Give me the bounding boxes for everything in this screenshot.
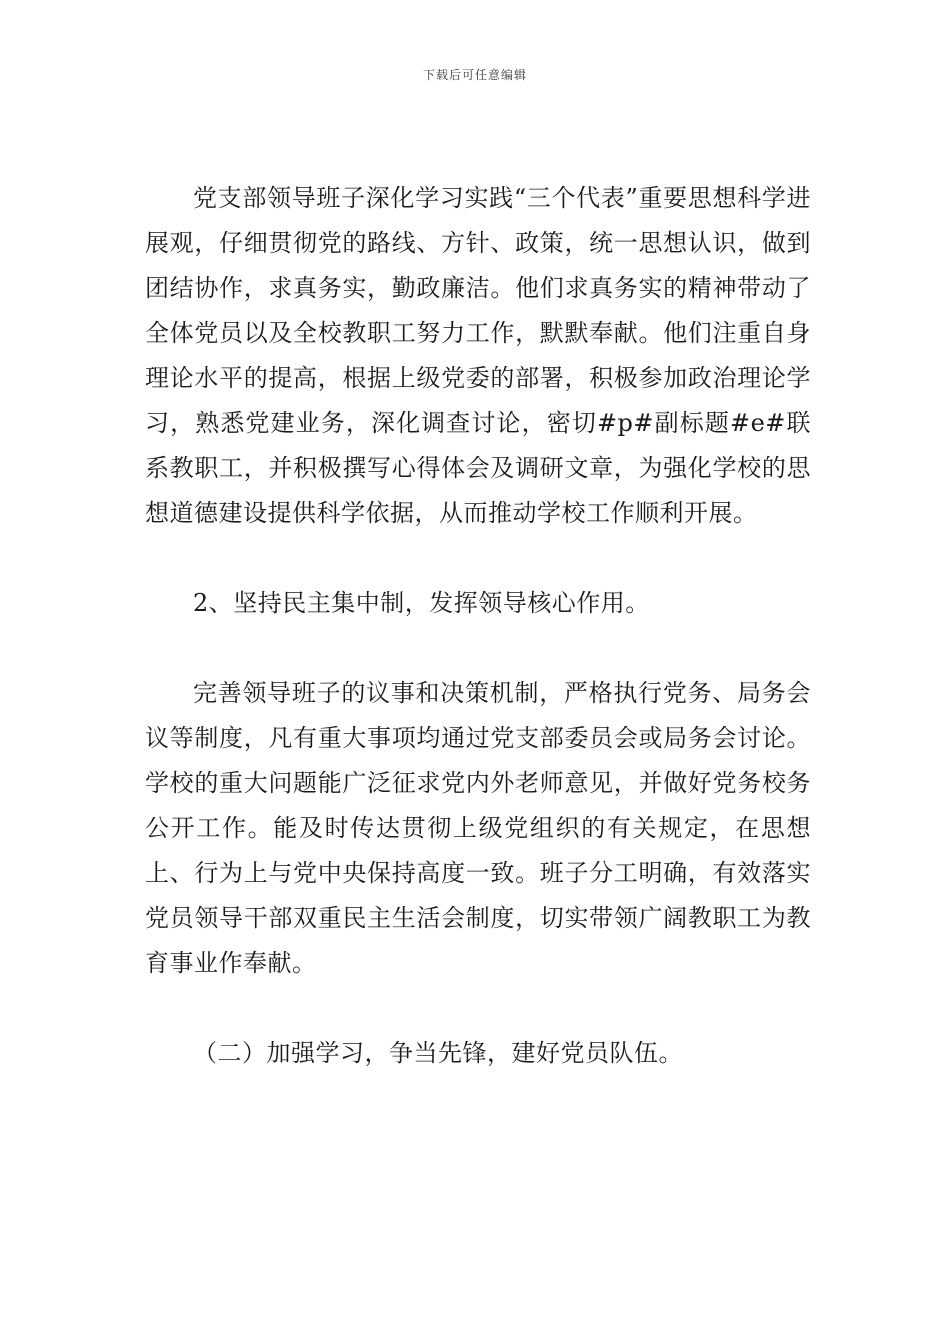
paragraph-decision-mechanism: 完善领导班子的议事和决策机制，严格执行党务、局务会议等制度，凡有重大事项均通过党支部委员会或局务会讨论。学校的重大问题能广泛征求党内外老师意见，并做好党务校务公开工作。能及时传达贯彻上级党组织的有关规定，在思想上、行为上与党中央保持高度一致。班子分工明确，有效落实党员领导干部双重民主生活会制度，切实带领广阔教职工为教育事业作奉献。 (145, 679, 811, 977)
paragraph-leadership-study: 党支部领导班子深化学习实践“三个代表”重要思想科学进展观，仔细贯彻党的路线、方针、政策，统一思想认识，做到团结协作，求真务实，勤政廉洁。他们求真务实的精神带动了全体党员以及全校教职工努力工作，默默奉献。他们注重自身理论水平的提高，根据上级党委的部署，积极参加政治理论学习，熟悉党建业务，深化调查讨论，密切#p#副标题#e#联系教职工，并积极撰写心得体会及调研文章，为强化学校的思想道德建设提供科学依据，从而推动学校工作顺利开展。 (145, 184, 811, 527)
document-body (145, 176, 811, 1076)
page-header-note: 下载后可任意编辑 (422, 68, 527, 82)
section-heading-party-team: （二）加强学习，争当先锋，建好党员队伍。 (193, 1039, 683, 1067)
section-heading-democratic-centralism: 2、坚持民主集中制，发挥领导核心作用。 (193, 589, 650, 617)
